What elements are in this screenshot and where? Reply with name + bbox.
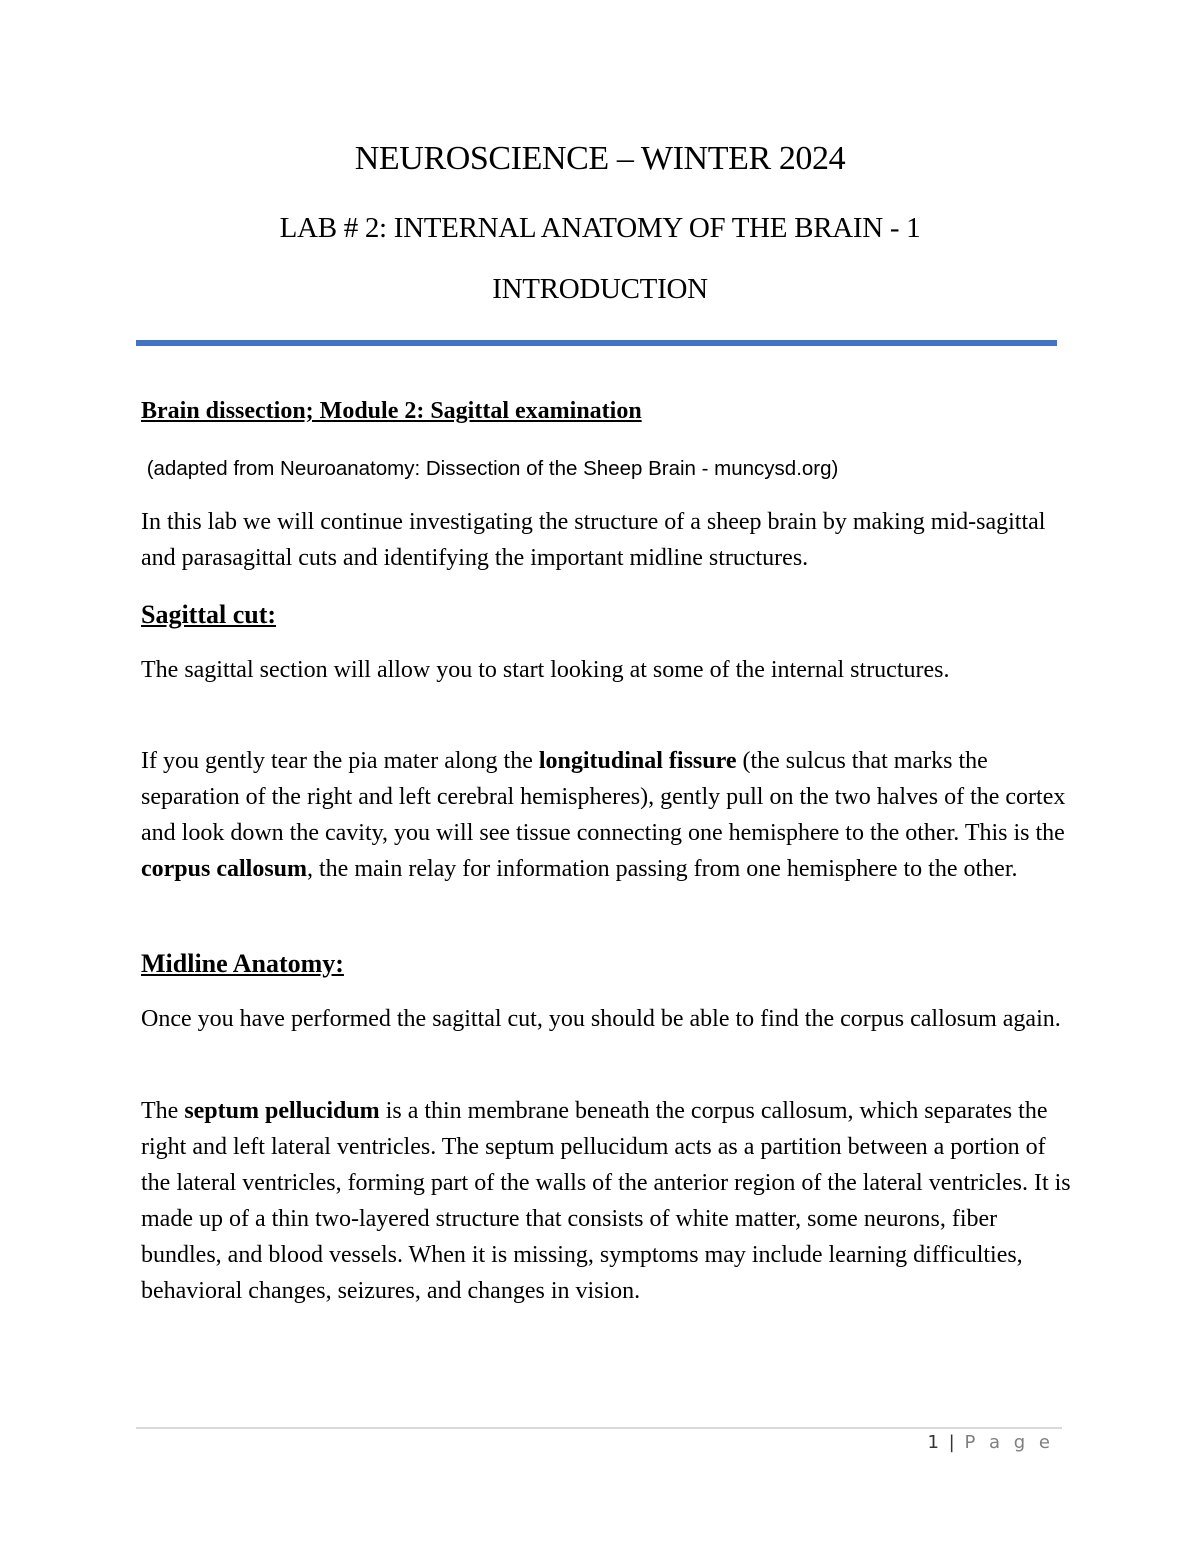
septum-text-2: is a thin membrane beneath the corpus callosum, which separates the right and left lateral ventricles. The septum pellucidum acts as a partition between a portion of the lateral ventricles, forming part of the walls of the anterior region of the lateral ventricles. It is made up of a thin two-layered structure that consists of white matter, some neurons, fiber bundles, and blood vessels. When it is missing, symptoms may include learning difficulties, behavioral changes, seizures, and changes in vision. [141, 1098, 1071, 1304]
page-footer [927, 1432, 1054, 1453]
term-septum-pellucidum: septum pellucidum [184, 1098, 380, 1124]
septum-paragraph [141, 1093, 1071, 1309]
footer-divider [136, 1427, 1062, 1429]
section-title: INTRODUCTION [492, 273, 708, 305]
sagittal-cut-heading: Sagittal cut: [141, 600, 277, 629]
septum-text-1: The [141, 1098, 185, 1124]
source-note [141, 451, 1071, 487]
page-number: 1 [927, 1432, 941, 1453]
sagittal-paragraph: The sagittal section will allow you to start looking at some of the internal structures. [141, 657, 950, 683]
term-longitudinal-fissure: longitudinal fissure [538, 748, 737, 774]
intro-paragraph: In this lab we will continue investigating the structure of a sheep brain by making mid-sagittal and parasagittal cuts and identifying the important midline structures. [141, 509, 1046, 571]
module-heading: Brain dissection; Module 2: Sagittal examination [141, 398, 642, 424]
title-divider [136, 340, 1057, 346]
midline-anatomy-heading: Midline Anatomy: [141, 949, 344, 978]
fissure-text-2: (the sulcus that marks the separation of the right and left cerebral hemispheres), gently pull on the two halves of the cortex and look down the cavity, you will see tissue connecting one hemisphere to the other. This is the [141, 748, 1066, 846]
fissure-text-3: , the main relay for information passing from one hemisphere to the other. [307, 856, 1018, 882]
source-note-text: (adapted from Neuroanatomy: Dissection of the Sheep Brain - muncysd.org) [146, 457, 839, 480]
midline-paragraph: Once you have performed the sagittal cut, you should be able to find the corpus callosum again. [141, 1006, 1061, 1032]
term-corpus-callosum: corpus callosum [141, 856, 308, 882]
page-separator: | [948, 1432, 957, 1453]
lab-title: LAB # 2: INTERNAL ANATOMY OF THE BRAIN - 1 [279, 212, 921, 244]
fissure-text-1: If you gently tear the pia mater along the [141, 748, 539, 774]
document-title: NEUROSCIENCE – WINTER 2024 [354, 140, 846, 177]
page-label: P a g e [964, 1432, 1054, 1453]
fissure-paragraph [141, 743, 1071, 887]
